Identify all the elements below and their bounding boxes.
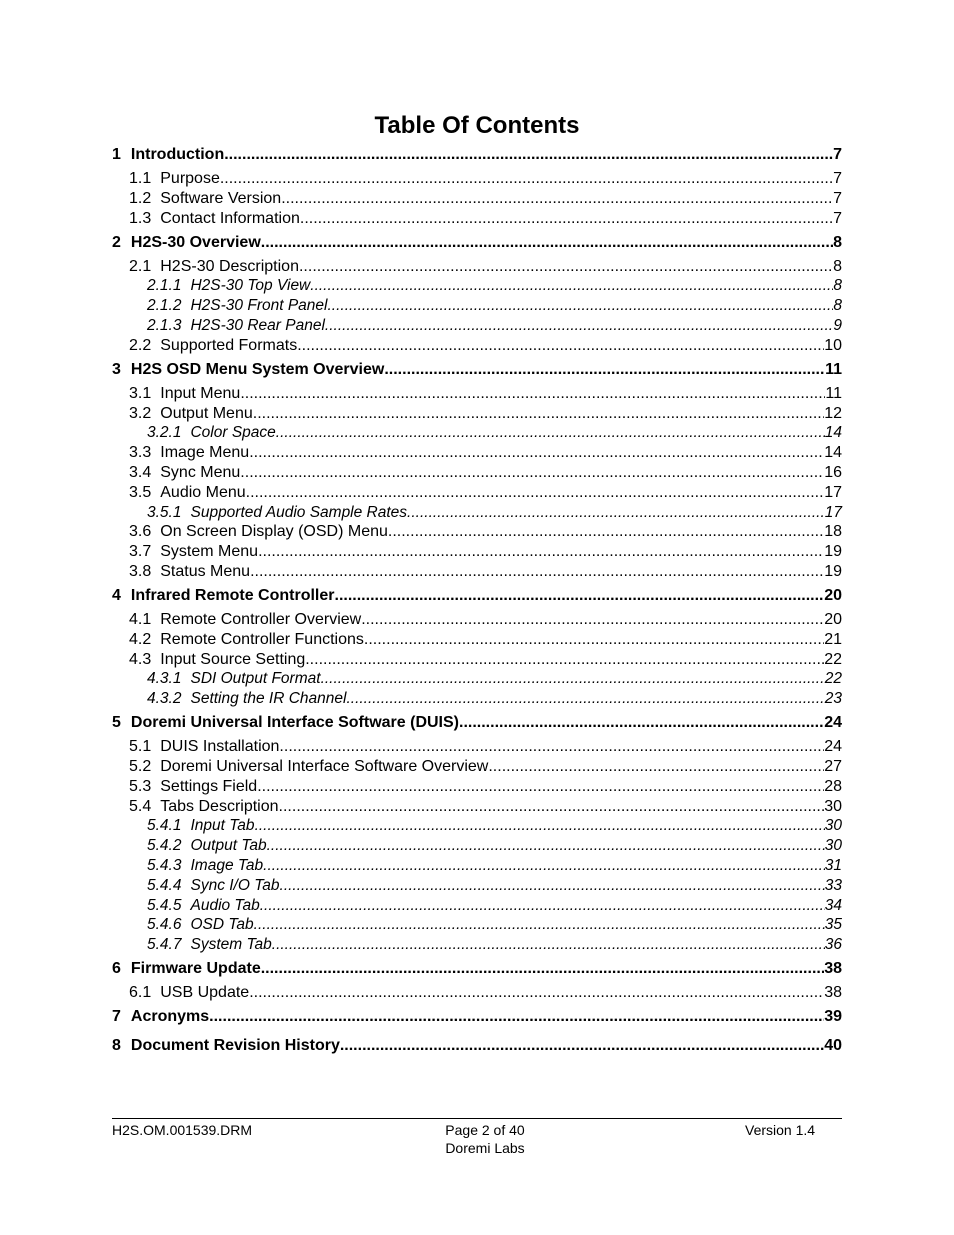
toc-entry-label: Sync I/O Tab <box>190 876 280 894</box>
toc-entry-number: 5.4.3 <box>147 857 182 874</box>
toc-entry-label: Remote Controller Functions <box>160 630 364 648</box>
toc-entry-label: H2S-30 Overview <box>130 233 261 251</box>
toc-entry-number: 3.2.1 <box>147 424 182 442</box>
toc-entry-label: Image Tab <box>190 857 264 874</box>
toc-entry-page: 38 <box>824 960 842 978</box>
toc-entry-page: 28 <box>824 777 842 795</box>
toc-entry-label: OSD Tab <box>190 916 254 934</box>
toc-dot-leader <box>488 757 824 776</box>
toc-dot-leader <box>305 650 824 669</box>
toc-entry-page: 7 <box>833 170 842 187</box>
toc-entry-number: 1.3 <box>129 209 152 227</box>
toc-entry-5-4-5[interactable] <box>112 896 842 915</box>
toc-entry-page: 11 <box>825 360 842 378</box>
toc-entry-number: 4.1 <box>129 611 152 628</box>
toc-entry-page: 7 <box>833 189 842 207</box>
toc-entry-page: 17 <box>824 503 842 521</box>
footer-divider <box>112 1118 842 1119</box>
toc-entry-number: 3.7 <box>129 543 152 561</box>
toc-entry-page: 33 <box>824 876 842 894</box>
toc-entry-2[interactable] <box>112 233 842 252</box>
toc-dot-leader <box>361 610 824 629</box>
toc-entry-number: 3.2 <box>129 404 152 422</box>
toc-entry-page: 30 <box>824 837 842 855</box>
toc-entry-page: 38 <box>824 984 842 1002</box>
toc-entry-label: Doremi Universal Interface Software (DUIS) <box>130 714 459 732</box>
toc-entry-5-4-6[interactable] <box>112 915 842 934</box>
footer-version: Version 1.4 <box>745 1122 816 1138</box>
toc-entry-label: On Screen Display (OSD) Menu <box>160 523 388 541</box>
toc-entry-page: 16 <box>824 464 842 481</box>
toc-entry-4-2[interactable] <box>112 630 842 649</box>
toc-entry-number: 2.1.2 <box>147 297 182 315</box>
toc-entry-number: 1 <box>112 146 121 163</box>
toc-entry-6-1[interactable] <box>112 983 842 1002</box>
toc-entry-label: Document Revision History <box>130 1037 340 1055</box>
toc-dot-leader <box>272 935 825 954</box>
toc-dot-leader <box>260 896 825 915</box>
toc-dot-leader <box>250 562 824 581</box>
toc-dot-leader <box>249 443 824 462</box>
toc-entry-5-4-2[interactable] <box>112 836 842 855</box>
toc-entry-number: 7 <box>112 1008 121 1026</box>
toc-entry-number: 4.2 <box>129 630 152 648</box>
toc-entry-number: 1.2 <box>129 189 152 207</box>
toc-entry-label: USB Update <box>160 984 250 1002</box>
toc-dot-leader <box>327 296 833 315</box>
toc-dot-leader <box>246 483 825 502</box>
toc-entry-page: 10 <box>824 336 842 354</box>
toc-dot-leader <box>258 542 824 561</box>
toc-dot-leader <box>388 522 824 541</box>
toc-dot-leader <box>346 689 824 708</box>
toc-entry-page: 27 <box>824 758 842 775</box>
toc-entry-2-1-1[interactable] <box>112 276 842 295</box>
toc-entry-5-3[interactable] <box>112 777 842 796</box>
toc-dot-leader <box>279 797 825 816</box>
toc-entry-number: 5.4.4 <box>147 876 182 894</box>
toc-entry-label: Image Menu <box>160 444 250 462</box>
toc-entry-3-8[interactable] <box>112 562 842 581</box>
toc-dot-leader <box>240 463 824 482</box>
toc-entry-5-1[interactable] <box>112 737 842 756</box>
toc-entry-page: 31 <box>824 857 842 874</box>
toc-entry-4-3-2[interactable] <box>112 689 842 708</box>
toc-dot-leader <box>459 713 824 732</box>
toc-title: Table Of Contents <box>374 112 580 139</box>
toc-entry-page: 40 <box>824 1037 842 1055</box>
toc-entry-page: 14 <box>824 424 842 442</box>
toc-entry-number: 3.6 <box>129 523 152 541</box>
toc-entry-number: 5.4.1 <box>147 817 182 835</box>
toc-dot-leader <box>249 983 824 1002</box>
toc-entry-label: SDI Output Format <box>190 670 321 688</box>
toc-entry-label: H2S-30 Description <box>160 257 299 275</box>
toc-entry-number: 3.5.1 <box>147 503 182 521</box>
toc-entry-number: 5.3 <box>129 777 152 795</box>
toc-entry-3-7[interactable] <box>112 542 842 561</box>
toc-entry-3-3[interactable] <box>112 443 842 462</box>
toc-entry-label: System Tab <box>190 936 272 954</box>
toc-entry-4-1[interactable] <box>112 610 842 629</box>
toc-entry-label: Status Menu <box>160 563 251 580</box>
toc-entry-page: 23 <box>824 690 842 708</box>
toc-entry-number: 5 <box>112 714 121 732</box>
toc-dot-leader <box>281 189 833 208</box>
toc-entry-page: 22 <box>824 650 842 668</box>
toc-entry-number: 1.1 <box>129 170 152 187</box>
toc-entry-8[interactable] <box>112 1036 842 1055</box>
toc-entry-3-4[interactable] <box>112 463 842 482</box>
toc-entry-number: 2.1.3 <box>147 317 182 334</box>
toc-entry-3-1[interactable] <box>112 384 842 403</box>
toc-entry-page: 12 <box>824 404 842 422</box>
toc-entry-label: H2S OSD Menu System Overview <box>130 360 385 378</box>
toc-entry-label: Acronyms <box>130 1008 210 1026</box>
toc-entry-page: 22 <box>824 670 842 688</box>
toc-entry-number: 5.4.5 <box>147 896 182 914</box>
toc-entry-label: Contact Information <box>160 209 300 227</box>
toc-entry-number: 4.3.1 <box>147 670 182 688</box>
toc-entry-4-3-1[interactable] <box>112 669 842 688</box>
toc-entry-label: Introduction <box>130 146 225 163</box>
toc-entry-number: 5.4.2 <box>147 837 182 855</box>
toc-entry-5-4-4[interactable] <box>112 876 842 895</box>
toc-entry-number: 8 <box>112 1037 121 1055</box>
toc-entry-label: System Menu <box>160 543 259 561</box>
toc-dot-leader <box>325 316 833 335</box>
toc-dot-leader <box>224 145 833 164</box>
toc-entry-page: 17 <box>824 483 842 501</box>
toc-dot-leader <box>257 777 824 796</box>
toc-dot-leader <box>253 404 824 423</box>
toc-entry-7[interactable] <box>112 1007 842 1026</box>
toc-entry-label: Remote Controller Overview <box>160 611 362 628</box>
toc-entry-page: 8 <box>833 297 842 315</box>
toc-dot-leader <box>220 169 833 188</box>
toc-entry-5-2[interactable] <box>112 757 842 776</box>
toc-dot-leader <box>261 233 833 252</box>
toc-entry-5-4-3[interactable] <box>112 856 842 875</box>
toc-entry-page: 19 <box>824 543 842 561</box>
toc-dot-leader <box>209 1007 824 1026</box>
toc-dot-leader <box>335 586 825 605</box>
toc-entry-label: Software Version <box>160 189 282 207</box>
toc-entry-1-3[interactable] <box>112 209 842 228</box>
toc-entry-6[interactable] <box>112 959 842 978</box>
toc-entry-2-1-2[interactable] <box>112 296 842 315</box>
toc-entry-number: 3.1 <box>129 384 152 402</box>
toc-entry-label: Input Tab <box>190 817 255 835</box>
toc-dot-leader <box>340 1036 824 1055</box>
toc-entry-label: Supported Audio Sample Rates <box>190 503 408 521</box>
toc-entry-page: 7 <box>833 209 842 227</box>
toc-entry-label: Supported Formats <box>160 336 298 354</box>
toc-entry-label: Input Source Setting <box>160 650 306 668</box>
toc-dot-leader <box>310 276 833 295</box>
toc-entry-number: 3.5 <box>129 483 152 501</box>
toc-dot-leader <box>254 915 825 934</box>
toc-entry-2-2[interactable] <box>112 336 842 355</box>
toc-entry-label: Color Space <box>190 424 276 442</box>
toc-dot-leader <box>321 669 825 688</box>
toc-entry-label: Setting the IR Channel <box>190 690 347 708</box>
toc-entry-page: 39 <box>824 1008 842 1026</box>
toc-entry-page: 19 <box>824 563 842 580</box>
footer-doc-id: H2S.OM.001539.DRM <box>112 1122 253 1138</box>
toc-entry-number: 5.4.6 <box>147 916 182 934</box>
toc-entry-number: 6 <box>112 960 121 978</box>
toc-entry-1-2[interactable] <box>112 189 842 208</box>
toc-entry-3-5[interactable] <box>112 483 842 502</box>
toc-entry-number: 4.3 <box>129 650 152 668</box>
toc-entry-page: 8 <box>833 233 842 251</box>
toc-dot-leader <box>261 959 824 978</box>
toc-entry-page: 11 <box>825 384 842 402</box>
toc-dot-leader <box>407 503 825 522</box>
toc-entry-2-1-3[interactable] <box>112 316 842 335</box>
toc-entry-page: 7 <box>833 146 842 163</box>
toc-dot-leader <box>240 384 825 403</box>
toc-entry-page: 24 <box>824 738 842 756</box>
toc-dot-leader <box>276 423 825 442</box>
toc-entry-4-3[interactable] <box>112 650 842 669</box>
toc-entry-number: 6.1 <box>129 984 152 1002</box>
toc-entry-page: 21 <box>824 630 842 648</box>
toc-entry-page: 14 <box>824 444 842 462</box>
toc-entry-number: 5.4.7 <box>147 936 182 954</box>
toc-entry-label: H2S-30 Rear Panel <box>190 317 325 334</box>
toc-dot-leader <box>267 836 825 855</box>
toc-entry-number: 3.3 <box>129 444 152 462</box>
toc-entry-5[interactable] <box>112 713 842 732</box>
toc-entry-label: H2S-30 Front Panel <box>190 297 328 315</box>
toc-dot-leader <box>280 876 825 895</box>
toc-entry-page: 30 <box>824 797 842 815</box>
toc-dot-leader <box>299 257 833 276</box>
toc-entry-3-2-1[interactable] <box>112 423 842 442</box>
toc-entry-page: 18 <box>824 523 842 541</box>
toc-dot-leader <box>263 856 825 875</box>
toc-entry-number: 2 <box>112 233 121 251</box>
toc-entry-number: 3.8 <box>129 563 152 580</box>
toc-dot-leader <box>297 336 824 355</box>
toc-entry-label: Doremi Universal Interface Software Overview <box>160 758 489 775</box>
toc-entry-label: Settings Field <box>160 777 258 795</box>
toc-entry-label: Audio Tab <box>190 896 260 914</box>
toc-entry-page: 20 <box>824 611 842 628</box>
toc-entry-label: Purpose <box>160 170 220 187</box>
toc-entry-number: 4 <box>112 587 121 604</box>
toc-entry-label: Output Menu <box>160 404 253 422</box>
toc-entry-3-5-1[interactable] <box>112 503 842 522</box>
toc-dot-leader <box>364 630 824 649</box>
toc-dot-leader <box>279 737 824 756</box>
toc-entry-label: H2S-30 Top View <box>190 277 311 295</box>
toc-dot-leader <box>255 816 825 835</box>
toc-dot-leader <box>300 209 833 228</box>
toc-entry-label: Infrared Remote Controller <box>130 587 335 604</box>
toc-entry-number: 3.4 <box>129 464 152 481</box>
toc-entry-1-1[interactable] <box>112 169 842 188</box>
toc-entry-page: 24 <box>824 714 842 732</box>
toc-entry-label: Input Menu <box>160 384 241 402</box>
toc-entry-page: 36 <box>824 936 842 954</box>
toc-entry-number: 2.1 <box>129 257 152 275</box>
toc-entry-page: 30 <box>824 817 842 835</box>
footer-center <box>385 1121 585 1157</box>
toc-entry-5-4[interactable] <box>112 797 842 816</box>
toc-entry-3-2[interactable] <box>112 404 842 423</box>
toc-entry-5-4-1[interactable] <box>112 816 842 835</box>
toc-entry-number: 2.1.1 <box>147 277 182 295</box>
toc-entry-number: 2.2 <box>129 336 152 354</box>
toc-entry-number: 5.4 <box>129 797 152 815</box>
toc-entry-page: 34 <box>824 896 842 914</box>
toc-entry-label: Firmware Update <box>130 960 261 978</box>
toc-entry-2-1[interactable] <box>112 257 842 276</box>
toc-entry-label: DUIS Installation <box>160 738 280 756</box>
toc-entry-1[interactable] <box>112 145 842 164</box>
toc-entry-number: 3 <box>112 360 121 378</box>
toc-entry-page: 35 <box>824 916 842 934</box>
toc-entry-3[interactable] <box>112 360 842 379</box>
toc-entry-4[interactable] <box>112 586 842 605</box>
toc-entry-5-4-7[interactable] <box>112 935 842 954</box>
toc-entry-label: Tabs Description <box>160 797 279 815</box>
toc-entry-page: 8 <box>833 277 842 295</box>
footer-page-number: Page 2 of 40 <box>445 1122 525 1138</box>
toc-entry-label: Sync Menu <box>160 464 241 481</box>
toc-entry-number: 5.1 <box>129 738 152 756</box>
toc-dot-leader <box>384 360 825 379</box>
toc-entry-page: 20 <box>824 587 842 604</box>
toc-entry-3-6[interactable] <box>112 522 842 541</box>
toc-entry-label: Output Tab <box>190 837 267 855</box>
footer-company: Doremi Labs <box>445 1140 525 1156</box>
toc-entry-label: Audio Menu <box>160 483 246 501</box>
toc-entry-page: 8 <box>833 257 842 275</box>
toc-entry-page: 9 <box>833 317 842 334</box>
toc-entry-number: 4.3.2 <box>147 690 182 708</box>
toc-entry-number: 5.2 <box>129 758 152 775</box>
